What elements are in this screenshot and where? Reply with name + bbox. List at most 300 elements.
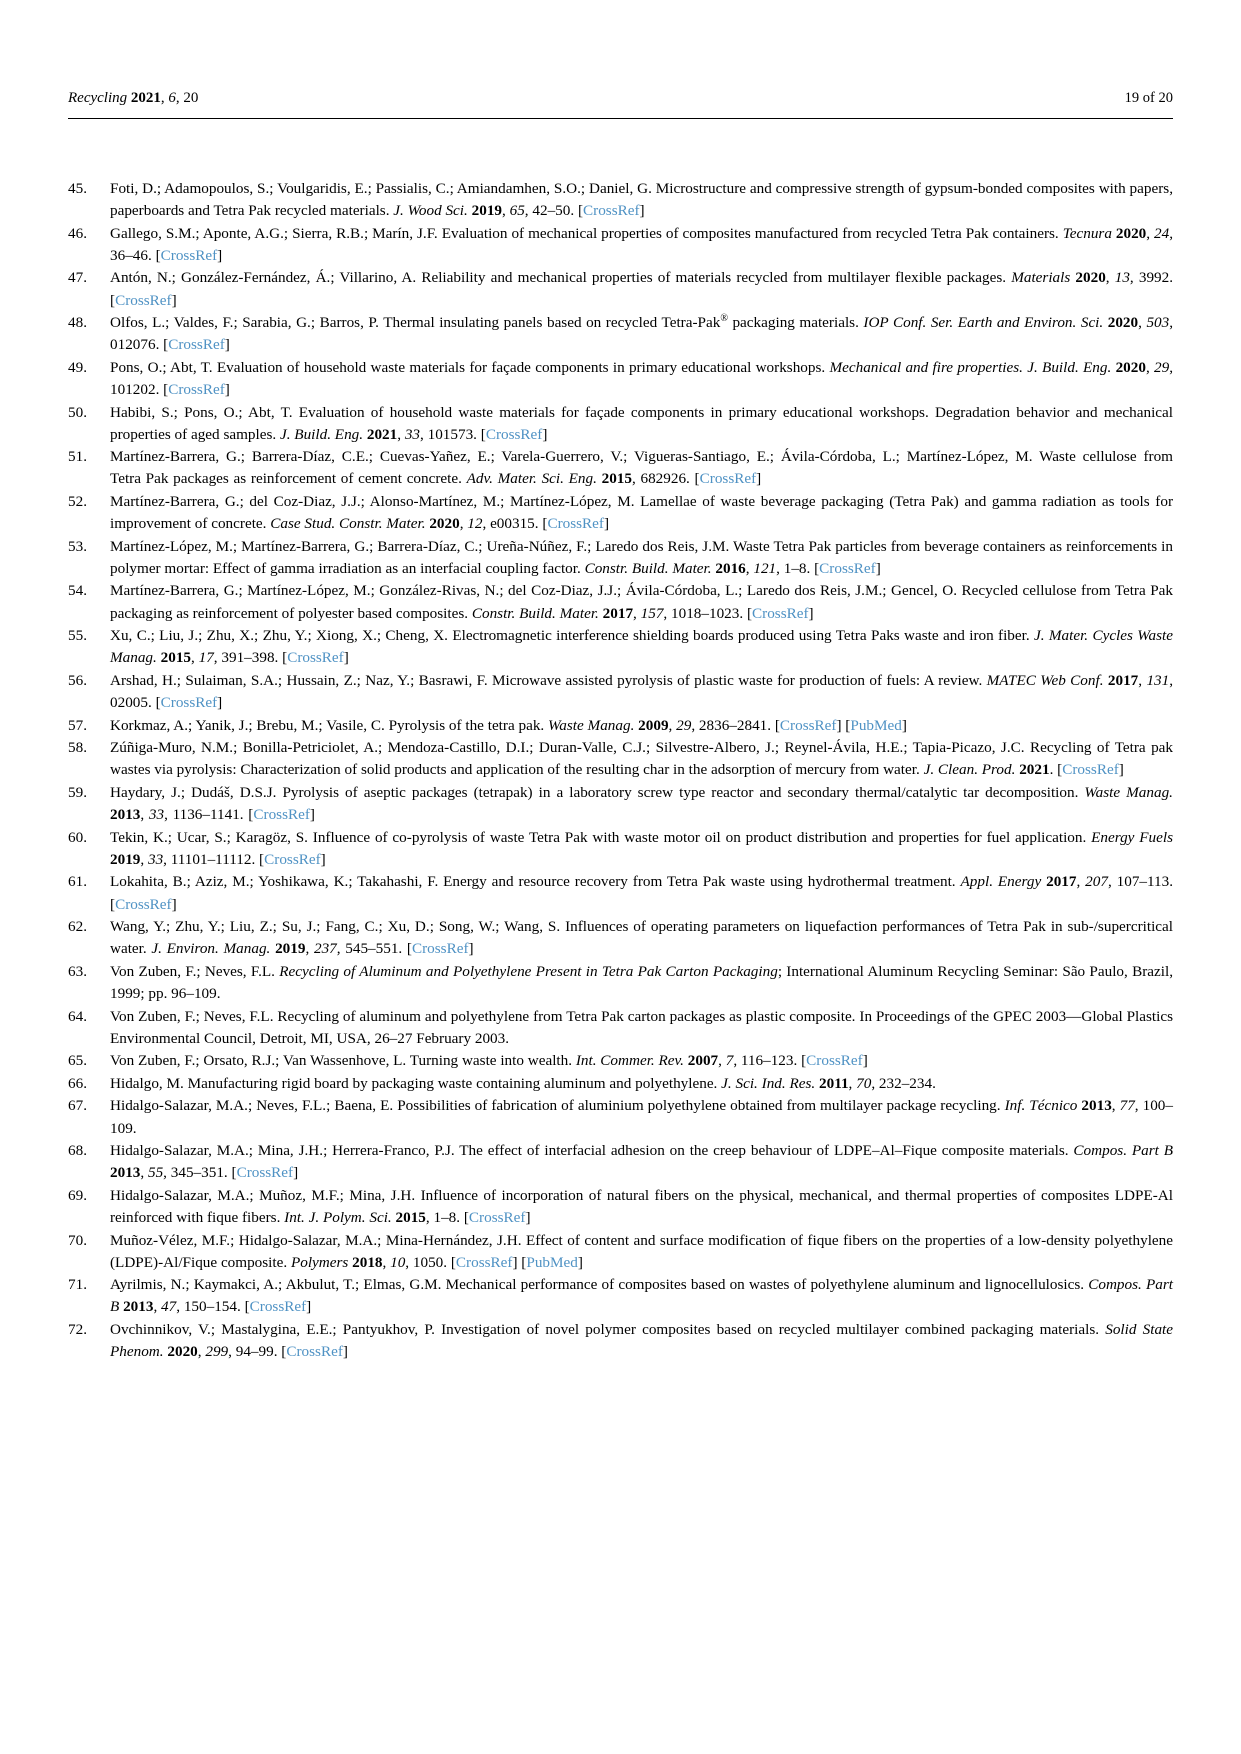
reference-number: 56.	[68, 671, 87, 689]
crossref-link[interactable]: CrossRef	[455, 1253, 513, 1271]
reference-text-run: . [	[1049, 761, 1063, 779]
reference-source-italic: 10	[390, 1253, 406, 1271]
reference-text-run: ]	[224, 336, 230, 354]
reference-text-run: ,	[140, 806, 149, 824]
reference-source-italic: 503	[1146, 314, 1170, 332]
reference-source-italic: Appl. Energy	[960, 873, 1042, 891]
reference-text	[110, 536, 1173, 580]
reference-text-run: , 1018–1023. [	[663, 604, 752, 622]
reference-source-italic: 237	[313, 940, 337, 958]
crossref-link[interactable]: CrossRef	[249, 1298, 307, 1316]
reference-text-run: ]	[309, 806, 315, 824]
reference-item	[68, 536, 1173, 580]
reference-text	[110, 715, 1173, 737]
reference-item	[68, 357, 1173, 401]
reference-source-italic: 131	[1146, 671, 1170, 689]
reference-text	[110, 916, 1173, 960]
reference-text-run: , 94–99. [	[228, 1343, 287, 1361]
reference-text-run: , e00315. [	[482, 515, 548, 533]
reference-year: 2011	[819, 1074, 849, 1092]
reference-text-run: ,	[397, 425, 405, 443]
reference-year: 2019	[471, 202, 502, 220]
reference-text	[110, 1230, 1173, 1274]
reference-text-run: ]	[224, 380, 230, 398]
reference-number: 67.	[68, 1097, 87, 1115]
reference-item	[68, 916, 1173, 960]
reference-source-italic: 29	[1154, 358, 1170, 376]
reference-source-italic: Compos. Part B	[1073, 1142, 1173, 1160]
reference-text-run: Hidalgo-Salazar, M.A.; Mina, J.H.; Herrera-Franco, P.J. The effect of interfacial adhesion on the creep behaviour of LDPE–Al–Fique composite materials.	[110, 1142, 1074, 1160]
reference-text-run: Gallego, S.M.; Aponte, A.G.; Sierra, R.B.; Marín, J.F. Evaluation of mechanical properties of composites manufactured from recycled Tetra Pak containers.	[110, 224, 1063, 242]
reference-text-run: , 345–351. [	[163, 1164, 237, 1182]
reference-text	[110, 961, 1173, 1005]
reference-source-italic: J. Sci. Ind. Res.	[721, 1074, 816, 1092]
reference-year: 2017	[602, 604, 634, 622]
reference-text-run: ]	[639, 202, 645, 220]
crossref-link[interactable]: CrossRef	[160, 694, 218, 712]
reference-text-run: ]	[293, 1164, 299, 1182]
reference-text-run: Foti, D.; Adamopoulos, S.; Voulgaridis, E.; Passialis, C.; Amiandamhen, S.O.; Daniel, G. Microstructure and compressive strength of gypsum-bonded composites with papers, paperboards and Tetra Pak recycled materials.	[110, 180, 1173, 220]
reference-text-run: , 116–123. [	[733, 1052, 807, 1070]
reference-source-italic: 47	[161, 1298, 177, 1316]
reference-source-italic: Mechanical and fire properties. J. Build. Eng.	[829, 358, 1112, 376]
running-head-year: 2021	[130, 90, 161, 106]
reference-text-run: Xu, C.; Liu, J.; Zhu, X.; Zhu, Y.; Xiong, X.; Cheng, X. Electromagnetic interference shielding boards produced using Tetra Paks waste and iron fiber.	[110, 627, 1034, 645]
reference-source-italic: Int. Commer. Rev.	[575, 1052, 684, 1070]
crossref-link[interactable]: CrossRef	[287, 649, 344, 667]
reference-text-run: , 232–234.	[871, 1074, 936, 1092]
reference-text-run: ,	[502, 202, 510, 220]
running-head-citation: Recycling 2021, 6, 20	[68, 90, 199, 106]
reference-source-italic: Energy Fuels	[1091, 828, 1173, 846]
reference-text-run: ,	[1111, 1097, 1120, 1115]
reference-text-run: ]	[603, 515, 610, 533]
reference-text-run: Tekin, K.; Ucar, S.; Karagöz, S. Influence of co-pyrolysis of waste Tetra Pak with waste motor oil on product distribution and properties for fuel application.	[110, 828, 1092, 846]
reference-text-run: Zúñiga-Muro, N.M.; Bonilla-Petriciolet, A.; Mendoza-Castillo, D.I.; Duran-Valle, C.J.; Silvestre-Albero, J.; Reynel-Ávila, H.E.; Tapia-Picazo, J.C. Recycling of Tetra pak wastes via pyrolysis: Characterization of solid products and application of the resulting char in the adsorption of mercury from water.	[110, 739, 1173, 779]
reference-source-italic: Case Stud. Constr. Mater.	[270, 515, 426, 533]
reference-text-run: ] [	[512, 1253, 527, 1271]
reference-item	[68, 1140, 1173, 1184]
reference-item	[68, 715, 1173, 737]
crossref-link[interactable]: CrossRef	[264, 850, 321, 868]
crossref-link[interactable]: CrossRef	[411, 940, 469, 958]
reference-number: 66.	[68, 1074, 87, 1092]
reference-number: 48.	[68, 314, 87, 332]
reference-text-run: ]	[577, 1253, 583, 1271]
reference-text	[110, 871, 1173, 915]
reference-number: 52.	[68, 493, 87, 511]
reference-year: 2013	[1081, 1097, 1112, 1115]
crossref-link[interactable]: CrossRef	[583, 202, 640, 220]
reference-text	[110, 1006, 1173, 1050]
crossref-link[interactable]: CrossRef	[168, 380, 225, 398]
reference-year: 2020	[1115, 224, 1147, 242]
reference-text-run: , 682926. [	[631, 470, 700, 488]
reference-item	[68, 267, 1173, 311]
reference-source-italic: 12	[467, 515, 483, 533]
reference-text	[110, 1140, 1173, 1184]
crossref-link[interactable]: CrossRef	[236, 1164, 294, 1182]
reference-year: 2020	[1115, 358, 1146, 376]
reference-number: 49.	[68, 358, 87, 376]
reference-text-run: packaging materials.	[727, 314, 864, 332]
reference-number: 69.	[68, 1186, 87, 1204]
reference-text	[110, 357, 1173, 401]
reference-text-run: Von Zuben, F.; Orsato, R.J.; Van Wassenhove, L. Turning waste into wealth.	[110, 1052, 576, 1070]
reference-source-italic: Tecnura	[1062, 224, 1112, 242]
reference-year: 2019	[110, 850, 141, 868]
reference-source-italic: Materials	[1011, 269, 1071, 287]
reference-text-run: Muñoz-Vélez, M.F.; Hidalgo-Salazar, M.A.; Mina-Hernández, J.H. Effect of content and surface modification of fique fibers on the properties of a low-density polyethylene (LDPE)-Al/Fique composite.	[110, 1231, 1173, 1271]
reference-text-run: Martínez-Barrera, G.; Barrera-Díaz, C.E.; Cuevas-Yañez, E.; Varela-Guerrero, V.; Vigueras-Santiago, E.; Ávila-Córdoba, L.; Martínez-López, M. Waste cellulose from Tetra Pak packages as reinforcement of cement concrete.	[110, 448, 1173, 488]
reference-item	[68, 871, 1173, 915]
reference-text-run: ]	[342, 1343, 348, 1361]
reference-text-run: , 1–8. [	[425, 1209, 469, 1227]
reference-source-italic: Recycling of Aluminum and Polyethylene Present in Tetra Pak Carton Packaging	[279, 962, 778, 980]
reference-item	[68, 827, 1173, 871]
reference-text-run: ,	[382, 1253, 391, 1271]
reference-source-italic: 7	[725, 1052, 734, 1070]
reference-text	[110, 402, 1173, 446]
reference-number: 50.	[68, 403, 87, 421]
running-head	[68, 90, 1173, 107]
reference-year: 2017	[1107, 671, 1139, 689]
reference-source-italic: Polymers	[290, 1253, 349, 1271]
reference-text-run: ,	[197, 1343, 206, 1361]
reference-text-run: , 545–551. [	[336, 940, 412, 958]
reference-year: 2020	[429, 515, 460, 533]
reference-item	[68, 782, 1173, 826]
crossref-link[interactable]: CrossRef	[286, 1343, 343, 1361]
reference-text-run: , 11101–11112. [	[163, 850, 265, 868]
reference-text-run: ,	[459, 515, 468, 533]
reference-item	[68, 402, 1173, 446]
reference-text	[110, 312, 1173, 356]
crossref-link[interactable]: CrossRef	[779, 716, 837, 734]
reference-text-run: , 02005. [	[110, 671, 1174, 712]
reference-text	[110, 1319, 1173, 1363]
pubmed-link[interactable]: PubMed	[526, 1253, 578, 1271]
reference-text-run: Habibi, S.; Pons, O.; Abt, T. Evaluation of household waste materials for façade components in primary educational workshops. Degradation behavior and mechanical properties of aged samples.	[110, 403, 1173, 443]
reference-year: 2021	[366, 425, 398, 443]
reference-year: 2018	[352, 1253, 383, 1271]
reference-year: 2020	[167, 1343, 198, 1361]
crossref-link[interactable]: CrossRef	[752, 604, 809, 622]
reference-text-run: , 1–8. [	[776, 559, 820, 577]
reference-text-run: ]	[343, 649, 349, 667]
reference-list	[68, 178, 1173, 1364]
reference-source-italic: 24	[1154, 224, 1170, 242]
reference-text-run: ]	[542, 425, 548, 443]
reference-text-run: , 42–50. [	[524, 202, 583, 220]
reference-number: 51.	[68, 448, 87, 466]
crossref-link[interactable]: CrossRef	[699, 470, 757, 488]
reference-year: 2013	[110, 806, 141, 824]
reference-source-italic: Int. J. Polym. Sci.	[284, 1209, 392, 1227]
reference-source-italic: 13	[1114, 269, 1130, 287]
reference-number: 64.	[68, 1007, 87, 1025]
reference-item	[68, 961, 1173, 1005]
reference-year: 2009	[638, 716, 669, 734]
reference-text-run: ]	[306, 1298, 312, 1316]
reference-source-italic: J. Clean. Prod.	[923, 761, 1016, 779]
reference-text-run: , 107–113. [	[110, 873, 1174, 913]
reference-text-run: Von Zuben, F.; Neves, F.L.	[110, 962, 280, 980]
crossref-link[interactable]: CrossRef	[806, 1052, 863, 1070]
reference-text-run: Olfos, L.; Valdes, F.; Sarabia, G.; Barros, P. Thermal insulating panels based on recycled Tetra-Pak	[110, 314, 721, 332]
header-rule	[68, 118, 1173, 119]
reference-source-italic: 121	[753, 559, 777, 577]
crossref-link[interactable]: CrossRef	[160, 246, 218, 264]
reference-source-italic: Constr. Build. Mater.	[471, 604, 599, 622]
reference-text-run: , 2836–2841. [	[691, 716, 780, 734]
reference-number: 54.	[68, 582, 87, 600]
crossref-link[interactable]: CrossRef	[168, 336, 225, 354]
reference-text-run: , 012076. [	[110, 314, 1174, 354]
reference-year: 2015	[395, 1209, 426, 1227]
reference-text-run: ,	[633, 604, 641, 622]
reference-number: 47.	[68, 269, 87, 287]
reference-text-run: Arshad, H.; Sulaiman, S.A.; Hussain, Z.; Naz, Y.; Basrawi, F. Microwave assisted pyrolysis of plastic waste for production of fuels: A review.	[110, 671, 987, 689]
reference-text-run: ,	[1105, 269, 1115, 287]
reference-text	[110, 827, 1173, 871]
reference-text-run: , 100–109.	[110, 1097, 1173, 1137]
reference-item	[68, 1050, 1173, 1072]
reference-item	[68, 1006, 1173, 1050]
reference-year: 2015	[160, 649, 191, 667]
reference-number: 53.	[68, 537, 87, 555]
reference-year: 2020	[1107, 314, 1139, 332]
reference-text	[110, 1050, 1173, 1072]
reference-text	[110, 178, 1173, 222]
reference-text-run: ,	[140, 1164, 148, 1182]
reference-text-run: , 3992. [	[110, 269, 1174, 309]
reference-year: 2013	[123, 1298, 154, 1316]
reference-text-run: Ovchinnikov, V.; Mastalygina, E.E.; Pantyukhov, P. Investigation of novel polymer composites based on recycled multilayer combined packaging materials.	[110, 1321, 1106, 1339]
reference-number: 71.	[68, 1276, 87, 1294]
reference-text-run: Haydary, J.; Dudáš, D.S.J. Pyrolysis of aseptic packages (tetrapak) in a laboratory screw type reactor and secondary thermal/catalytic tar decomposition.	[110, 783, 1085, 801]
reference-source-italic: Compos. Part B	[110, 1276, 1173, 1316]
reference-year: 2020	[1075, 269, 1106, 287]
reference-text-run: Martínez-Barrera, G.; Martínez-López, M.; González-Rivas, N.; del Coz-Diaz, J.J.; Ávila-Córdoba, L.; Laredo dos Reis, J.M.; Gencel, O. Recycled cellulose from Tetra Pak packaging as reinforcement of polyester based composites.	[110, 582, 1173, 622]
reference-source-italic: J. Environ. Manag.	[151, 940, 271, 958]
crossref-link[interactable]: CrossRef	[115, 291, 172, 309]
reference-text-run: ]	[171, 291, 177, 309]
reference-source-italic: 70	[856, 1074, 872, 1092]
reference-text-run: Hidalgo-Salazar, M.A.; Neves, F.L.; Baena, E. Possibilities of fabrication of aluminium polyethylene obtained from multilayer package recycling.	[110, 1097, 1005, 1115]
reference-text	[110, 223, 1173, 267]
reference-number: 72.	[68, 1321, 87, 1339]
reference-source-italic: IOP Conf. Ser. Earth and Environ. Sci.	[863, 314, 1104, 332]
reference-item	[68, 178, 1173, 222]
reference-text-run: ,	[305, 940, 314, 958]
reference-text	[110, 782, 1173, 826]
reference-text-run: ]	[217, 694, 223, 712]
reference-text	[110, 1095, 1173, 1139]
reference-text-run: Antón, N.; González-Fernández, Á.; Villarino, A. Reliability and mechanical properties of materials recycled from multilayer flexible packages.	[110, 269, 1012, 287]
reference-item	[68, 491, 1173, 535]
reference-text	[110, 1073, 1173, 1095]
reference-text-run: Martínez-López, M.; Martínez-Barrera, G.; Barrera-Díaz, C.; Ureña-Núñez, F.; Laredo dos Reis, J.M. Waste Tetra Pak particles from beverage containers as reinforcements in polymer mortar: Effect of gamma irradiation as an interfacial coupling factor.	[110, 537, 1173, 577]
reference-item	[68, 1185, 1173, 1229]
reference-number: 58.	[68, 739, 87, 757]
reference-text-run: ,	[140, 850, 148, 868]
reference-item	[68, 446, 1173, 490]
reference-text-run: Lokahita, B.; Aziz, M.; Yoshikawa, K.; Takahashi, F. Energy and resource recovery from Tetra Pak waste using hydrothermal treatment.	[110, 873, 961, 891]
reference-year: 2016	[715, 559, 746, 577]
reference-text-run: ] [	[836, 716, 851, 734]
reference-text-run: Ayrilmis, N.; Kaymakci, A.; Akbulut, T.; Elmas, G.M. Mechanical performance of composites based on wastes of polyethylene aluminum and lignocellulosics.	[110, 1276, 1089, 1294]
reference-item	[68, 1095, 1173, 1139]
crossref-link[interactable]: CrossRef	[1062, 761, 1119, 779]
reference-text	[110, 1185, 1173, 1229]
reference-text-run: , 101202. [	[110, 358, 1174, 398]
reference-source-italic: 33	[147, 850, 164, 868]
crossref-link[interactable]: CrossRef	[819, 559, 876, 577]
reference-source-italic: Adv. Mater. Sci. Eng.	[466, 470, 597, 488]
reference-year: 2021	[1019, 761, 1050, 779]
page-number: 19 of 20	[1124, 90, 1173, 106]
reference-source-italic: 157	[640, 604, 664, 622]
reference-text	[110, 267, 1173, 311]
reference-text-run: ]	[875, 559, 881, 577]
reference-text-run: ,	[745, 559, 754, 577]
reference-text-run: ,	[1138, 671, 1147, 689]
crossref-link[interactable]: CrossRef	[485, 425, 543, 443]
reference-item	[68, 1319, 1173, 1363]
reference-number: 63.	[68, 962, 87, 980]
reference-number: 46.	[68, 224, 87, 242]
reference-text-run: ]	[862, 1052, 868, 1070]
pubmed-link[interactable]: PubMed	[850, 716, 902, 734]
reference-number: 57.	[68, 716, 87, 734]
reference-item	[68, 580, 1173, 624]
reference-text-run: Von Zuben, F.; Neves, F.L. Recycling of aluminum and polyethylene from Tetra Pak carton packages as plastic composite. In Proceedings of the GPEC 2003—Global Plastics Environmental Council, Detroit, MI, USA, 26–27 February 2003.	[110, 1007, 1173, 1047]
reference-item	[68, 1073, 1173, 1095]
reference-source-italic: 17	[198, 649, 214, 667]
reference-number: 45.	[68, 180, 87, 197]
reference-text-run: ]	[217, 246, 223, 264]
reference-source-italic: 65	[509, 202, 525, 220]
reference-item	[68, 1230, 1173, 1274]
reference-number: 62.	[68, 918, 87, 936]
reference-item	[68, 737, 1173, 781]
registered-trademark-icon: ®	[720, 313, 728, 325]
reference-text	[110, 580, 1173, 624]
reference-text-run: ,	[668, 716, 677, 734]
reference-source-italic: 77	[1119, 1097, 1135, 1115]
reference-item	[68, 223, 1173, 267]
reference-number: 65.	[68, 1052, 87, 1070]
reference-text-run: ]	[468, 940, 474, 958]
reference-text-run: ,	[1145, 358, 1155, 376]
reference-item	[68, 312, 1173, 356]
reference-source-italic: 55	[147, 1164, 164, 1182]
reference-source-italic: MATEC Web Conf.	[986, 671, 1104, 689]
reference-item	[68, 625, 1173, 669]
reference-text-run: ,	[191, 649, 199, 667]
reference-source-italic: Waste Manag.	[1084, 783, 1173, 801]
reference-text	[110, 737, 1173, 781]
reference-year: 2019	[275, 940, 306, 958]
reference-item	[68, 670, 1173, 714]
reference-text-run: Hidalgo-Salazar, M.A.; Muñoz, M.F.; Mina, J.H. Influence of incorporation of natural fibers on the physical, mechanical, and thermal properties of composites LDPE-Al reinforced with fique fibers.	[110, 1186, 1173, 1227]
reference-number: 61.	[68, 873, 87, 891]
reference-text-run: ,	[1138, 314, 1147, 332]
reference-year: 2017	[1046, 873, 1077, 891]
running-head-article: 20	[183, 90, 199, 106]
reference-text-run: ]	[525, 1209, 531, 1227]
reference-text-run: ,	[153, 1298, 162, 1316]
reference-year: 2007	[687, 1052, 719, 1070]
reference-source-italic: 33	[404, 425, 421, 443]
crossref-link[interactable]: CrossRef	[468, 1209, 526, 1227]
reference-source-italic: 207	[1085, 873, 1108, 891]
reference-source-italic: 33	[148, 806, 165, 824]
reference-text-run: Martínez-Barrera, G.; del Coz-Diaz, J.J.; Alonso-Martínez, M.; Martínez-López, M. Lamellae of waste beverage packaging (Tetra Pak) and gamma radiation as tools for improvement of concrete.	[110, 493, 1173, 533]
reference-text-run: ,	[718, 1052, 726, 1070]
crossref-link[interactable]: CrossRef	[547, 515, 604, 533]
reference-text-run: Hidalgo, M. Manufacturing rigid board by packaging waste containing aluminum and polyethylene.	[110, 1074, 722, 1092]
reference-text-run: ]	[320, 850, 326, 868]
reference-text-run: ]	[1118, 761, 1124, 779]
reference-text-run: ,	[1076, 873, 1086, 891]
reference-source-italic: Solid State Phenom.	[110, 1321, 1173, 1361]
reference-text-run: ,	[848, 1074, 857, 1092]
reference-text-run: , 1136–1141. [	[164, 806, 254, 824]
reference-text-run: Korkmaz, A.; Yanik, J.; Brebu, M.; Vasile, C. Pyrolysis of the tetra pak.	[110, 716, 549, 734]
reference-text-run: ,	[1146, 224, 1155, 242]
reference-text-run: , 391–398. [	[213, 649, 288, 667]
reference-text-run: , 150–154. [	[176, 1298, 250, 1316]
reference-number: 68.	[68, 1142, 87, 1160]
reference-text	[110, 446, 1173, 490]
reference-number: 60.	[68, 828, 87, 846]
reference-source-italic: J. Wood Sci.	[393, 202, 468, 220]
crossref-link[interactable]: CrossRef	[115, 895, 172, 913]
reference-text-run: ]	[756, 470, 762, 488]
reference-year: 2013	[110, 1164, 141, 1182]
reference-source-italic: Inf. Técnico	[1004, 1097, 1078, 1115]
reference-source-italic: Waste Manag.	[548, 716, 635, 734]
reference-text-run: ]	[171, 895, 177, 913]
reference-source-italic: J. Build. Eng.	[279, 425, 364, 443]
reference-text-run: , 101573. [	[420, 425, 486, 443]
reference-text-run: Pons, O.; Abt, T. Evaluation of household waste materials for façade components in primary educational workshops.	[110, 358, 830, 376]
reference-text	[110, 670, 1173, 714]
reference-number: 70.	[68, 1231, 87, 1249]
reference-number: 55.	[68, 627, 87, 645]
reference-text-run: , 1050. [	[405, 1253, 456, 1271]
reference-source-italic: Constr. Build. Mater.	[584, 559, 712, 577]
reference-text	[110, 625, 1173, 669]
reference-number: 59.	[68, 783, 87, 801]
running-head-volume: 6	[168, 90, 176, 106]
running-head-journal: Recycling	[68, 90, 128, 106]
reference-year: 2015	[601, 470, 632, 488]
crossref-link[interactable]: CrossRef	[253, 806, 310, 824]
reference-source-italic: J. Mater. Cycles Waste Manag.	[110, 627, 1173, 667]
reference-source-italic: 299	[205, 1343, 229, 1361]
reference-source-italic: 29	[676, 716, 692, 734]
reference-text	[110, 491, 1173, 535]
reference-text-run: ]	[901, 716, 907, 734]
reference-text-run: Wang, Y.; Zhu, Y.; Liu, Z.; Su, J.; Fang, C.; Xu, D.; Song, W.; Wang, S. Influences of operating parameters on liquefaction performances of Tetra Pak in sub-/supercritical water.	[110, 918, 1173, 958]
reference-text	[110, 1274, 1173, 1318]
reference-item	[68, 1274, 1173, 1318]
reference-text-run: ]	[808, 604, 814, 622]
reference-text-run: , 36–46. [	[110, 224, 1174, 264]
